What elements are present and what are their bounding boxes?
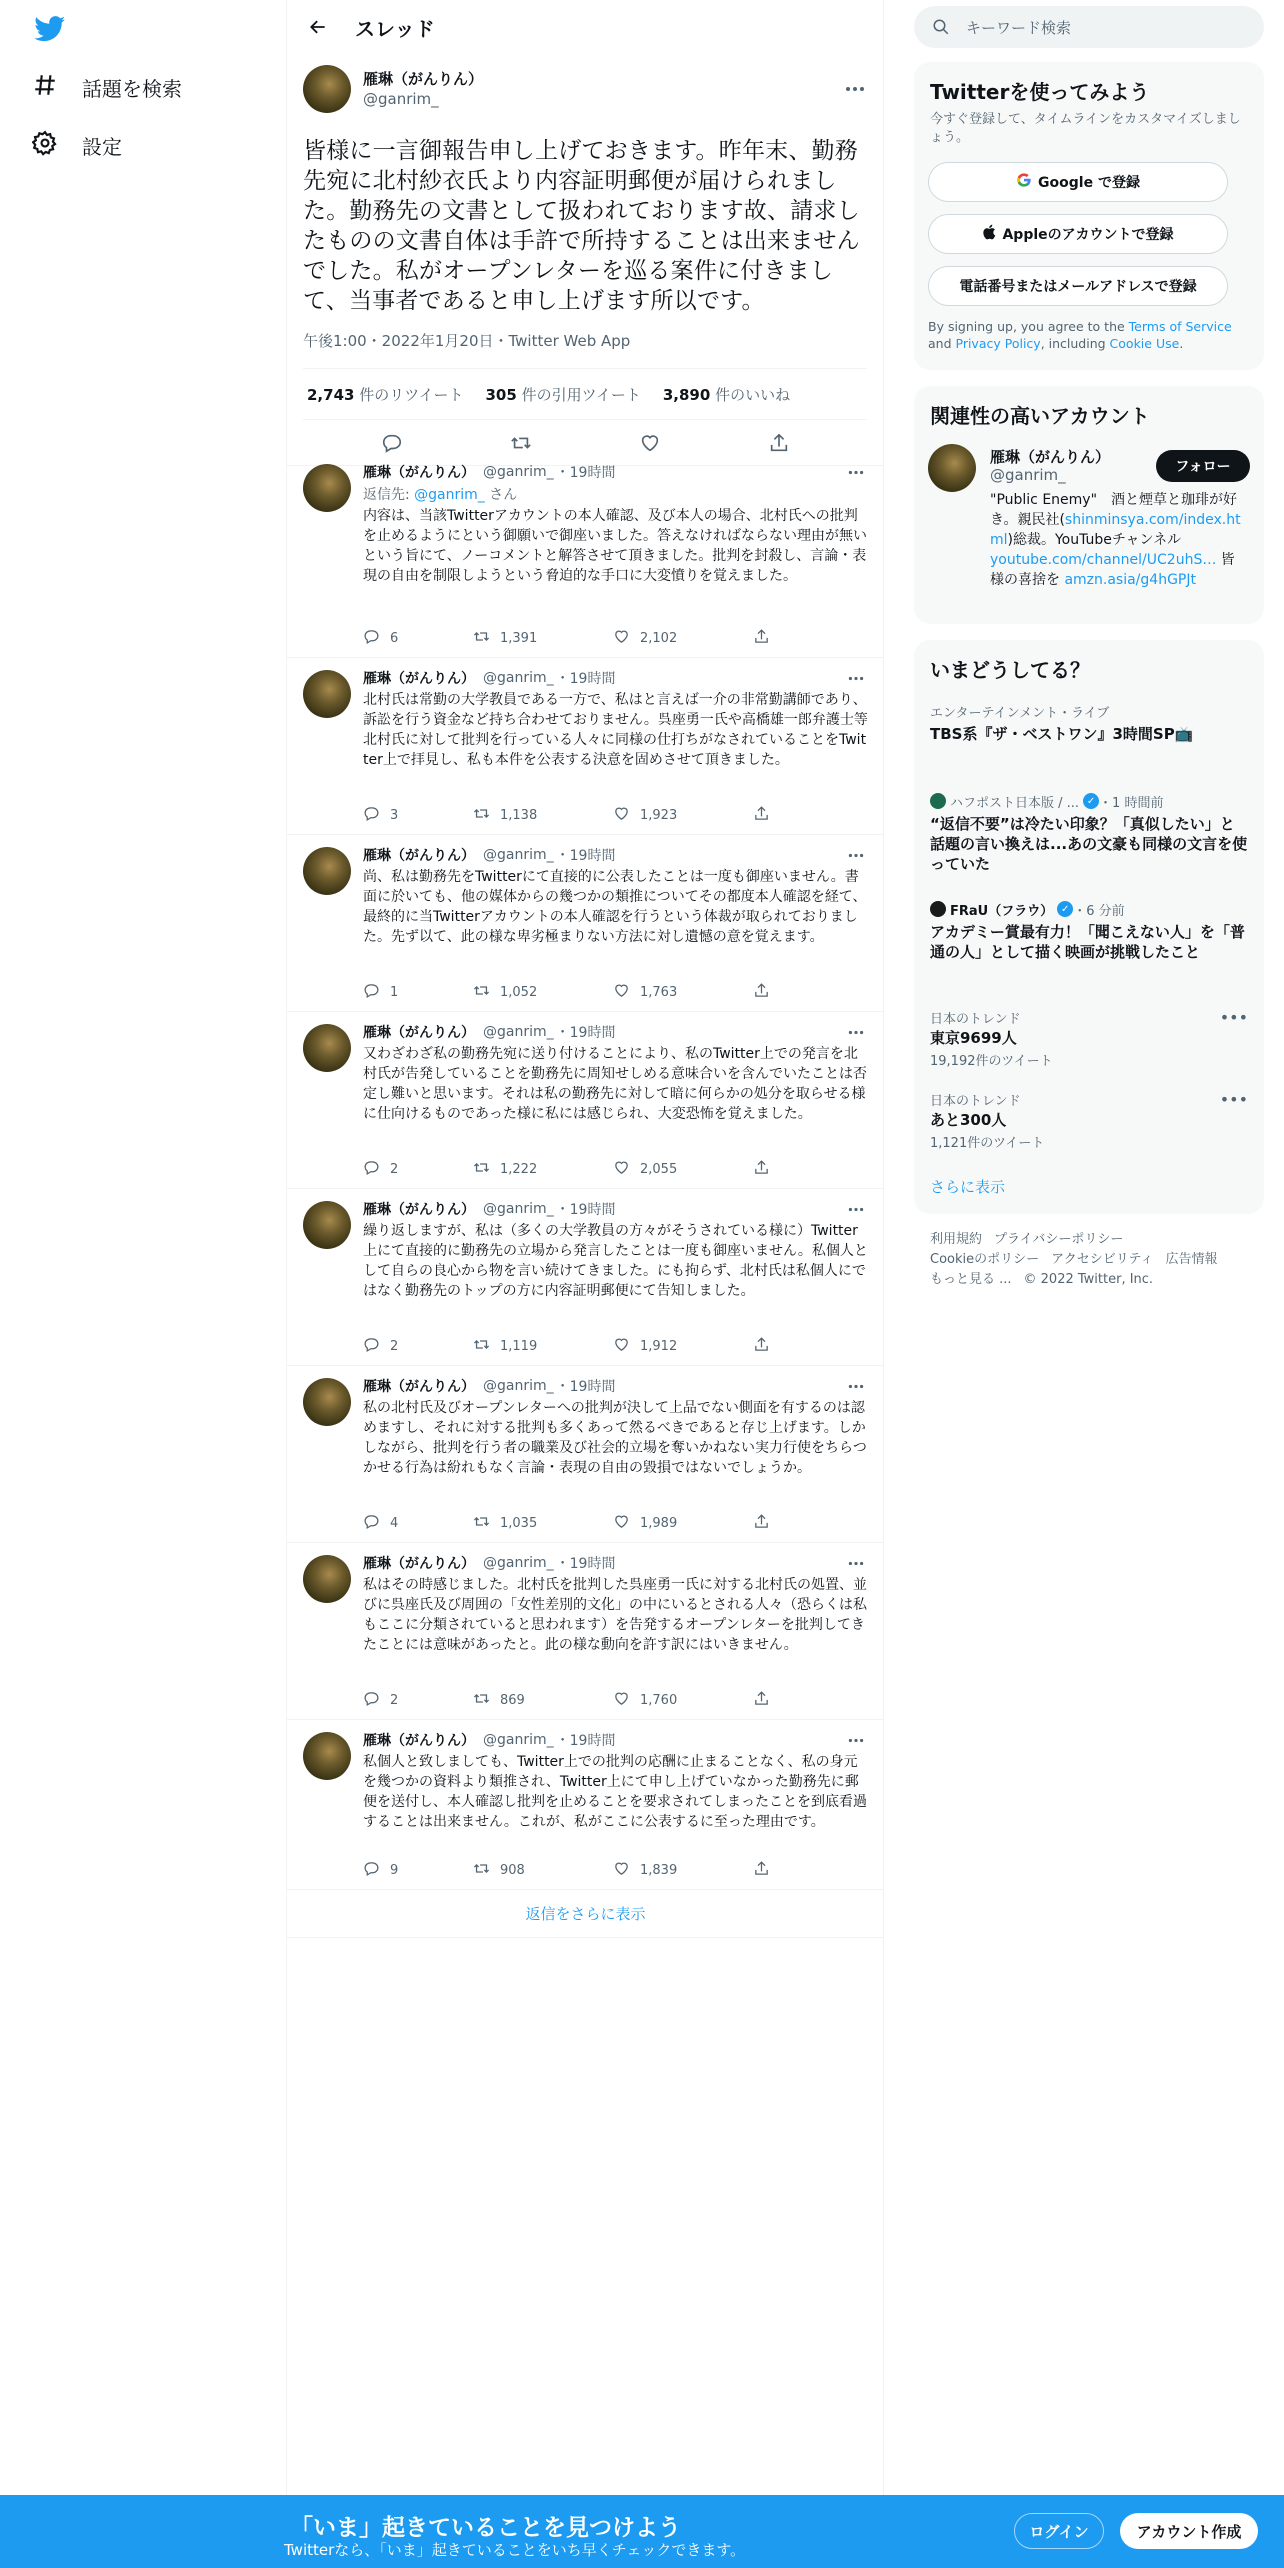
- login-button[interactable]: ログイン: [1014, 2513, 1104, 2549]
- avatar[interactable]: [303, 1024, 351, 1072]
- like-count: 1,989: [640, 1515, 678, 1531]
- google-icon: [1016, 172, 1032, 192]
- google-signup-button[interactable]: [928, 162, 1228, 202]
- reply-text: 繰り返しますが、私は（多くの大学教員の方々がそうされている様に）Twitter上にて直接的に勤務先の立場から発言したことは一度も御座いません。私個人として自らの良心から物を言い続けてきました。にも拘らず、北村氏は私個人にではなく勤務先のトップの方に内容証明郵便にて告知しました。: [363, 1223, 868, 1299]
- like-count: 1,839: [640, 1862, 678, 1878]
- trends-show-more-link[interactable]: さらに表示: [930, 1178, 1006, 1196]
- avatar[interactable]: [303, 847, 351, 895]
- bio-link-shinminsya[interactable]: shinminsya.com/index.html: [990, 512, 1241, 548]
- footer-cookie-link[interactable]: Cookieのポリシー: [930, 1252, 1040, 1267]
- source-icon: [930, 901, 946, 917]
- reply-author-handle[interactable]: @ganrim_: [483, 847, 554, 863]
- reply-button[interactable]: [363, 805, 473, 826]
- share-button[interactable]: [753, 1513, 770, 1534]
- share-button[interactable]: [753, 805, 770, 826]
- trend-category: 日本のトレンド: [930, 1093, 1021, 1109]
- reply-count: 2: [390, 1338, 399, 1354]
- reply-tweet[interactable]: [287, 658, 884, 835]
- reply-author-name[interactable]: 雁琳（がんりん）: [363, 465, 475, 481]
- signup-title: Twitterを使ってみよう: [930, 80, 1150, 104]
- reply-button[interactable]: [363, 628, 473, 649]
- reply-icon: [363, 1513, 380, 1534]
- trend-title: TBS系『ザ・ベストワン』3時間SP📺: [930, 725, 1194, 743]
- retweet-count: 1,391: [500, 630, 538, 646]
- reply-actions: [363, 1159, 804, 1179]
- retweet-button[interactable]: [473, 1513, 613, 1534]
- signup-panel: [914, 62, 1264, 370]
- share-icon: [753, 1860, 770, 1881]
- search-placeholder: キーワード検索: [966, 18, 1072, 37]
- trend-category: 日本のトレンド: [930, 1011, 1021, 1027]
- footer-privacy-link[interactable]: プライバシーポリシー: [994, 1232, 1124, 1247]
- signup-button[interactable]: アカウント作成: [1120, 2513, 1258, 2549]
- more-options-icon[interactable]: [844, 666, 868, 690]
- related-title: 関連性の高いアカウント: [930, 404, 1150, 428]
- reply-tweet[interactable]: [287, 1720, 884, 1890]
- signup-subtitle: 今すぐ登録して、タイムラインをカスタマイズしましょう。: [930, 112, 1241, 145]
- share-icon: [753, 982, 770, 1003]
- thread-column: [286, 0, 884, 2568]
- like-count[interactable]: 3,890 件のいいね: [662, 385, 791, 404]
- like-button[interactable]: [613, 1336, 753, 1357]
- like-icon: [613, 1690, 630, 1711]
- nav-settings-label: 設定: [82, 134, 122, 159]
- more-options-icon[interactable]: •••: [1219, 1090, 1248, 1109]
- reply-time[interactable]: ・19時間: [555, 671, 616, 687]
- reply-button[interactable]: [363, 1159, 473, 1180]
- thread-header: [287, 0, 883, 54]
- like-count: 1,923: [640, 807, 678, 823]
- reply-icon: [363, 982, 380, 1003]
- reply-actions: [363, 1336, 804, 1356]
- share-icon: [753, 628, 770, 649]
- reply-text: 私の北村氏及びオープンレターへの批判が決して上品でない側面を有するのは認めますし、それに対する批判も多くあって然るべきであると存じ上げます。しかしながら、批判を行う者の職業及び社会的立場を奪いかねない実力行使をちらつかせる行為は紛れもなく言論・表現の自由の毀損ではないでしょうか。: [363, 1400, 867, 1476]
- main-tweet: [287, 54, 883, 466]
- more-options-icon[interactable]: [844, 1374, 868, 1398]
- tweet-text: 皆様に一言御報告申し上げておきます。昨年末、勤務先宛に北村紗衣氏より内容証明郵便が届けられました。勤務先の文書として扱われております故、請求したものの文書自体は手許で所持することは出来ませんでした。私がオープンレターを巡る案件に付きまして、当事者であると申し上げます所以です。: [303, 138, 860, 314]
- reply-button[interactable]: [363, 982, 473, 1003]
- footer-links: [930, 1230, 1250, 1290]
- retweet-icon: [473, 628, 490, 649]
- reply-tweet[interactable]: [287, 1366, 884, 1543]
- reply-actions: [363, 628, 804, 648]
- more-options-icon[interactable]: [844, 1551, 868, 1575]
- trend-item[interactable]: [930, 1090, 1248, 1151]
- share-button[interactable]: [753, 628, 770, 649]
- reply-author-handle[interactable]: @ganrim_: [483, 1024, 554, 1040]
- phone-signup-label: 電話番号またはメールアドレスで登録: [959, 279, 1197, 295]
- like-icon: [613, 628, 630, 649]
- more-options-icon[interactable]: [844, 843, 868, 867]
- reply-icon: [363, 1336, 380, 1357]
- share-icon: [753, 1513, 770, 1534]
- gear-icon: [32, 130, 58, 160]
- trend-item[interactable]: [930, 702, 1248, 744]
- avatar[interactable]: [303, 1201, 351, 1249]
- avatar[interactable]: [303, 1555, 351, 1603]
- footer-accessibility-link[interactable]: アクセシビリティ: [1051, 1252, 1154, 1267]
- reply-tweet[interactable]: [287, 1543, 884, 1720]
- reply-count: 4: [390, 1515, 399, 1531]
- like-button[interactable]: [613, 1159, 753, 1180]
- like-count: 2,055: [640, 1161, 678, 1177]
- trend-source: FRaU（フラウ） ✓ ・6 分前: [930, 900, 1248, 918]
- reply-count: 3: [390, 807, 399, 823]
- signup-terms: By signing up, you agree to the Terms of Service and Privacy Policy, including Cookie Use.: [928, 319, 1232, 351]
- reply-button[interactable]: [363, 1336, 473, 1357]
- reply-to-line: 返信先: @ganrim_ さん: [363, 487, 518, 503]
- bottom-bar-subtitle: Twitterなら、「いま」起きていることをいち早くチェックできます。: [284, 2541, 746, 2559]
- reply-author-handle[interactable]: @ganrim_: [483, 464, 554, 480]
- share-icon: [753, 1336, 770, 1357]
- retweet-count: 1,035: [500, 1515, 538, 1531]
- retweet-icon: [473, 1690, 490, 1711]
- reply-icon: [363, 628, 380, 649]
- like-button[interactable]: [613, 1860, 753, 1881]
- reply-author-handle[interactable]: @ganrim_: [483, 1378, 554, 1394]
- retweet-button[interactable]: [473, 982, 613, 1003]
- retweet-count[interactable]: 2,743 件のリツイート: [307, 385, 464, 404]
- reply-time[interactable]: ・19時間: [555, 1025, 616, 1041]
- trends-panel: [914, 640, 1264, 1214]
- bottom-bar-title: 「いま」起きていることを見つけよう: [290, 2515, 681, 2541]
- arrow-left-icon: [308, 17, 328, 37]
- phone-email-signup-button[interactable]: [928, 266, 1228, 306]
- share-icon: [753, 805, 770, 826]
- share-button[interactable]: [753, 1690, 770, 1711]
- apple-signup-label: Appleのアカウントで登録: [1002, 227, 1174, 243]
- retweet-icon: [473, 982, 490, 1003]
- quote-count[interactable]: 305 件の引用ツイート: [485, 385, 641, 404]
- retweet-count: 1,119: [500, 1338, 538, 1354]
- retweet-button[interactable]: [473, 805, 613, 826]
- retweet-icon: [473, 805, 490, 826]
- reply-tweet[interactable]: [287, 1012, 884, 1189]
- reply-author-handle[interactable]: @ganrim_: [483, 1732, 554, 1748]
- share-button[interactable]: [753, 1860, 770, 1881]
- apple-icon: [982, 224, 996, 244]
- nav-explore[interactable]: [32, 72, 182, 102]
- google-signup-label: Google で登録: [1038, 175, 1140, 191]
- reply-author-handle[interactable]: @ganrim_: [483, 1555, 554, 1571]
- reply-author-name[interactable]: 雁琳（がんりん）: [363, 671, 475, 687]
- show-more-replies-link[interactable]: 返信をさらに表示: [287, 1890, 884, 1938]
- reply-text: 内容は、当該Twitterアカウントの本人確認、及び本人の場合、北村氏への批判を止めるようにという御願いで御座いました。答えなければならない理由が無いという旨にて、ノーコメントと解答させて頂きました。批判を封殺し、言論・表現の自由を制限しようという脅迫的な手口に大変憤りを覚えました。: [363, 508, 867, 584]
- reply-tweet[interactable]: [287, 1189, 884, 1366]
- like-icon: [613, 1159, 630, 1180]
- avatar[interactable]: [303, 65, 351, 113]
- retweet-count: 908: [500, 1862, 525, 1878]
- reply-button[interactable]: [363, 1690, 473, 1711]
- related-accounts-panel: [914, 386, 1264, 624]
- bottom-signup-bar: [0, 2495, 1284, 2568]
- trend-count: 1,121件のツイート: [930, 1136, 1045, 1151]
- trend-category: エンターテインメント・ライブ: [930, 705, 1110, 721]
- reply-tweet[interactable]: [287, 452, 884, 658]
- reply-button[interactable]: [363, 1860, 473, 1881]
- reply-to-handle-link[interactable]: @ganrim_: [414, 487, 485, 503]
- retweet-button[interactable]: [473, 1690, 613, 1711]
- related-account-bio: "Public Enemy" 酒と煙草と珈琲が好き。親民社(shinminsya.com/index.html)総裁。YouTubeチャンネル youtube.com/channel/UC2uhS… 皆様の喜捨を amzn.asia/g4hGPJt: [990, 492, 1241, 588]
- share-icon: [753, 1159, 770, 1180]
- reply-time[interactable]: ・19時間: [555, 1733, 616, 1749]
- footer-ads-link[interactable]: 広告情報: [1165, 1252, 1218, 1267]
- reply-text: 北村氏は常勤の大学教員である一方で、私はと言えば一介の非常勤講師であり、訴訟を行う資金など持ち合わせておりません。呉座勇一氏や高橋雄一郎弁護士等北村氏に対して批判を行っている人々に同様の仕打ちがなされていることをTwitter上で拝見し、私も本件を公表する決意を固めさせて頂きました。: [363, 692, 868, 768]
- reply-icon: [363, 1860, 380, 1881]
- reply-time[interactable]: ・19時間: [555, 465, 616, 481]
- twitter-logo-icon[interactable]: [34, 16, 66, 42]
- retweet-button[interactable]: [473, 628, 613, 649]
- reply-actions: [363, 982, 804, 1002]
- reply-count: 1: [390, 984, 399, 1000]
- trend-source: ハフポスト日本版 / ... ✓ ・1 時間前: [930, 792, 1248, 810]
- like-count: 1,763: [640, 984, 678, 1000]
- reply-text: 私個人と致しましても、Twitter上での批判の応酬に止まることなく、私の身元を幾つかの資料より類推され、Twitter上にて申し上げていなかった勤務先に郵便を送付し、本人確認し批判を止めることを要求されてしまったことを到底看過することは出来ません。これが、私がここに公表するに至った理由です。: [363, 1754, 867, 1830]
- bio-link-amazon[interactable]: amzn.asia/g4hGPJt: [1064, 572, 1196, 588]
- reply-author-name[interactable]: 雁琳（がんりん）: [363, 1025, 475, 1041]
- privacy-link[interactable]: Privacy Policy: [955, 336, 1041, 351]
- reply-author-handle[interactable]: @ganrim_: [483, 670, 554, 686]
- retweet-count: 1,222: [500, 1161, 538, 1177]
- author-name[interactable]: 雁琳（がんりん）: [363, 70, 484, 88]
- like-icon: [613, 805, 630, 826]
- reply-count: 2: [390, 1161, 399, 1177]
- footer-terms-link[interactable]: 利用規約: [930, 1232, 983, 1247]
- like-icon: [613, 1860, 630, 1881]
- more-options-icon[interactable]: [844, 1197, 868, 1221]
- more-options-icon[interactable]: [844, 460, 868, 484]
- retweet-button[interactable]: [473, 1159, 613, 1180]
- reply-actions: [363, 805, 804, 825]
- retweet-icon: [473, 1860, 490, 1881]
- reply-count: 6: [390, 630, 399, 646]
- cookie-link[interactable]: Cookie Use: [1109, 336, 1180, 351]
- share-button[interactable]: [753, 982, 770, 1003]
- reply-actions: [363, 1513, 804, 1533]
- retweet-button[interactable]: [473, 1336, 613, 1357]
- share-button[interactable]: [753, 1336, 770, 1357]
- like-button[interactable]: [613, 982, 753, 1003]
- retweet-icon: [473, 1513, 490, 1534]
- retweet-icon: [473, 1159, 490, 1180]
- footer-more-link[interactable]: もっと見る ...: [930, 1272, 1012, 1287]
- reply-time[interactable]: ・19時間: [555, 848, 616, 864]
- reply-tweet[interactable]: [287, 835, 884, 1012]
- back-button[interactable]: [301, 10, 335, 44]
- related-account-handle: @ganrim_: [990, 466, 1066, 484]
- avatar[interactable]: [928, 444, 976, 492]
- related-account-name: 雁琳（がんりん）: [990, 448, 1111, 466]
- page-title: スレッド: [355, 16, 435, 41]
- verified-icon: ✓: [1083, 793, 1099, 809]
- nav-settings[interactable]: [32, 130, 122, 160]
- more-options-icon[interactable]: [843, 77, 867, 101]
- more-options-icon[interactable]: •••: [1219, 1008, 1248, 1027]
- like-count: 2,102: [640, 630, 678, 646]
- like-count: 1,760: [640, 1692, 678, 1708]
- more-options-icon[interactable]: [844, 1728, 868, 1752]
- nav-explore-label: 話題を検索: [82, 76, 182, 101]
- bio-link-youtube[interactable]: youtube.com/channel/UC2uhS…: [990, 552, 1217, 568]
- reply-author-name[interactable]: 雁琳（がんりん）: [363, 848, 475, 864]
- reply-author-handle[interactable]: @ganrim_: [483, 1201, 554, 1217]
- verified-icon: ✓: [1057, 901, 1073, 917]
- retweet-icon: [473, 1336, 490, 1357]
- trend-item[interactable]: [930, 792, 1248, 874]
- reply-button[interactable]: [363, 1513, 473, 1534]
- reply-actions: [363, 1860, 804, 1880]
- like-button[interactable]: [613, 805, 753, 826]
- avatar[interactable]: [303, 1378, 351, 1426]
- terms-link[interactable]: Terms of Service: [1128, 319, 1232, 334]
- reply-icon: [363, 1690, 380, 1711]
- retweet-count: 1,052: [500, 984, 538, 1000]
- like-button[interactable]: [613, 1690, 753, 1711]
- search-input[interactable]: [914, 6, 1264, 48]
- trend-item[interactable]: [930, 1008, 1248, 1069]
- reply-actions: [363, 1690, 804, 1710]
- author-handle[interactable]: @ganrim_: [363, 90, 439, 108]
- retweet-count: 1,138: [500, 807, 538, 823]
- reply-time[interactable]: ・19時間: [555, 1379, 616, 1395]
- avatar[interactable]: [303, 1732, 351, 1780]
- footer-copyright: © 2022 Twitter, Inc.: [1023, 1272, 1154, 1287]
- trend-title: アカデミー賞最有力！「聞こえない人」を「普通の人」として描く映画が挑戦したこと: [930, 923, 1245, 961]
- left-nav: [0, 0, 286, 2568]
- trend-item[interactable]: [930, 900, 1248, 962]
- like-icon: [613, 1336, 630, 1357]
- apple-signup-button[interactable]: [928, 214, 1228, 254]
- reply-text: 尚、私は勤務先をTwitterにて直接的に公表したことは一度も御座いません。書面に於いても、他の媒体からの幾つかの類推についてその都度本人確認を経て、最終的に当Twitterアカウントの本人確認を行うという体裁が取られておりました。先ず以て、此の様な卑劣極まりない方法に対し遺憾の意を覚えます。: [363, 869, 867, 945]
- reply-count: 9: [390, 1862, 399, 1878]
- reply-icon: [363, 1159, 380, 1180]
- share-icon: [753, 1690, 770, 1711]
- trend-count: 19,192件のツイート: [930, 1054, 1053, 1069]
- like-count: 1,912: [640, 1338, 678, 1354]
- retweet-count: 869: [500, 1692, 525, 1708]
- reply-time[interactable]: ・19時間: [555, 1202, 616, 1218]
- avatar[interactable]: [303, 670, 351, 718]
- share-button[interactable]: [753, 1159, 770, 1180]
- reply-text: 私はその時感じました。北村氏を批判した呉座勇一氏に対する北村氏の処置、並びに呉座氏及び周囲の「女性差別的文化」の中にいるとされる人々（恐らくは私もここに分類されていると思われます）を告発するオープンレターを批判してきたことには意味があったと。此の様な動向を許す訳にはいきません。: [363, 1577, 867, 1653]
- reply-time[interactable]: ・19時間: [555, 1556, 616, 1572]
- reply-count: 2: [390, 1692, 399, 1708]
- trends-title: いまどうしてる？: [930, 658, 1090, 682]
- like-button[interactable]: [613, 1513, 753, 1534]
- reply-icon: [363, 805, 380, 826]
- reply-author-name[interactable]: 雁琳（がんりん）: [363, 1202, 475, 1218]
- tweet-meta[interactable]: 午後1:00・2022年1月20日・Twitter Web App: [303, 332, 631, 350]
- retweet-button[interactable]: [473, 1860, 613, 1881]
- follow-button[interactable]: フォロー: [1156, 450, 1250, 482]
- reply-author-name[interactable]: 雁琳（がんりん）: [363, 1733, 475, 1749]
- avatar[interactable]: [303, 464, 351, 512]
- trend-title: “返信不要”は冷たい印象？「真似したい」と話題の言い換えは...あの文豪も同様の文言を使っていた: [930, 815, 1248, 873]
- like-button[interactable]: [613, 628, 753, 649]
- source-icon: [930, 793, 946, 809]
- reply-author-name[interactable]: 雁琳（がんりん）: [363, 1379, 475, 1395]
- search-icon: [932, 18, 950, 36]
- tweet-stats: [303, 368, 867, 420]
- like-icon: [613, 1513, 630, 1534]
- hashtag-icon: [32, 72, 58, 102]
- reply-text: 又わざわざ私の勤務先宛に送り付けることにより、私のTwitter上での発言を北村氏が告発していることを勤務先に周知せしめる意味合いを含んでいたことは否定し難いと思います。それは私の勤務先に対して暗に何らかの処分を取らせる様に仕向けるものであった様に私には感じられ、大変恐怖を覚えました。: [363, 1046, 867, 1122]
- like-icon: [613, 982, 630, 1003]
- trend-title: あと300人: [930, 1111, 1007, 1129]
- more-options-icon[interactable]: [844, 1020, 868, 1044]
- trend-title: 東京9699人: [930, 1029, 1017, 1047]
- reply-author-name[interactable]: 雁琳（がんりん）: [363, 1556, 475, 1572]
